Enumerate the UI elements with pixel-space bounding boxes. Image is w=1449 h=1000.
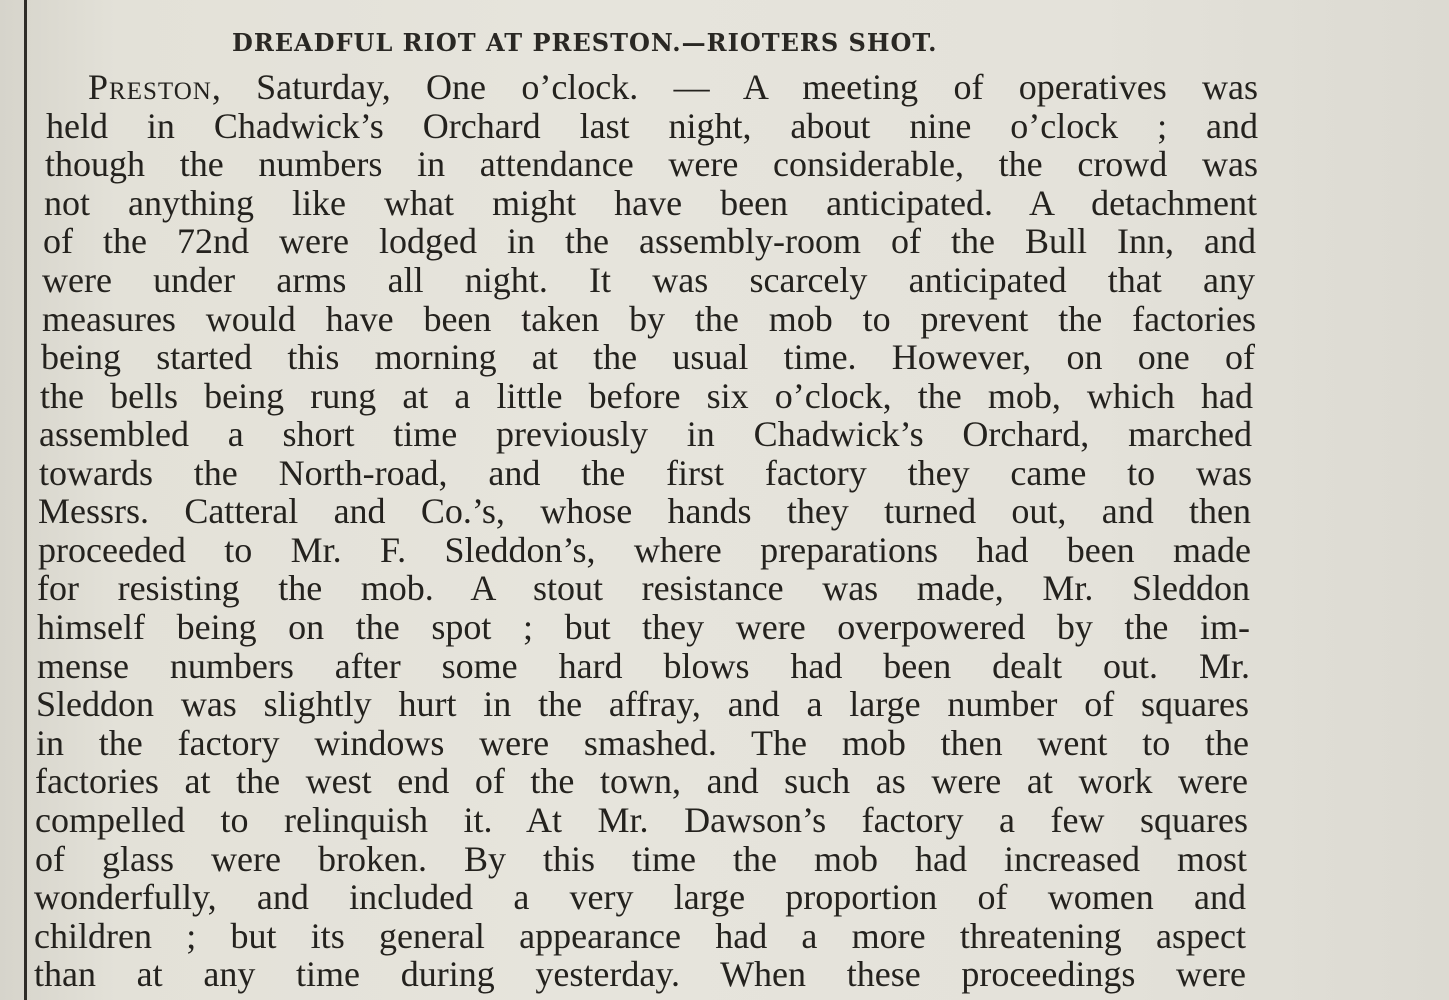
article-line: of the 72nd were lodged in the assembly-room of the Bull Inn, and [43, 221, 1256, 261]
article-line: in the factory windows were smashed. The mob then went to the [36, 723, 1249, 763]
article-line: wonderfully, and included a very large proportion of women and [34, 877, 1246, 917]
article-line: held in Chadwick’s Orchard last night, about nine o’clock ; and [46, 106, 1258, 146]
article-line: proceeded to Mr. F. Sleddon’s, where preparations had been made [38, 530, 1251, 570]
article-line: Messrs. Catteral and Co.’s, whose hands they turned out, and then [38, 491, 1251, 531]
article-line: Sleddon was slightly hurt in the affray, and a large number of squares [36, 684, 1249, 724]
article-line: towards the North-road, and the first factory they came to was [39, 453, 1252, 493]
article-line: not anything like what might have been anticipated. A detachment [44, 183, 1257, 223]
article-line: for resisting the mob. A stout resistance was made, Mr. Sleddon [37, 568, 1250, 608]
article-line: of glass were broken. By this time the mob had increased most [35, 839, 1247, 879]
article-line: than at any time during yesterday. When these proceedings were [34, 954, 1246, 994]
article-line: mense numbers after some hard blows had been dealt out. Mr. [37, 646, 1250, 686]
article-line: measures would have been taken by the mob to prevent the factories [42, 299, 1256, 339]
article-line: the bells being rung at a little before six o’clock, the mob, which had [40, 376, 1253, 416]
article-line: compelled to relinquish it. At Mr. Dawson’s factory a few squares [35, 800, 1248, 840]
article-line: assembled a short time previously in Chadwick’s Orchard, marched [39, 414, 1252, 454]
article-line: being started this morning at the usual time. However, on one of [41, 337, 1255, 377]
article-headline: DREADFUL RIOT AT PRESTON.—RIOTERS SHOT. [232, 28, 938, 57]
article-line: though the numbers in attendance were considerable, the crowd was [45, 144, 1258, 184]
article-line: himself being on the spot ; but they were overpowered by the im- [37, 607, 1250, 647]
article-line-text: , Saturday, One o’clock. — A meeting of operatives was [211, 67, 1258, 107]
article-line: were under arms all night. It was scarcely anticipated that any [42, 260, 1255, 300]
article-line: factories at the west end of the town, and such as were at work were [35, 761, 1248, 801]
article-line [88, 68, 1258, 106]
article-line: children ; but its general appearance had a more threatening aspect [34, 916, 1246, 956]
article-dateline: Preston [88, 67, 212, 107]
